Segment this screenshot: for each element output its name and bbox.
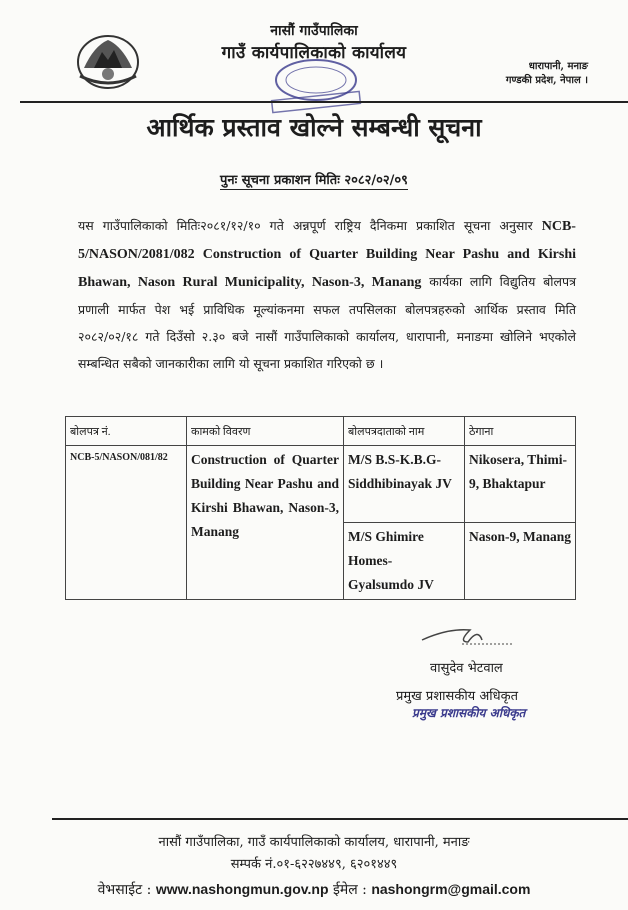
cell-bid-no: NCB-5/NASON/081/82 — [66, 446, 187, 600]
notice-title: आर्थिक प्रस्ताव खोल्ने सम्बन्धी सूचना — [146, 113, 482, 142]
municipality-name: नासौं गाउँपालिका — [270, 23, 358, 39]
footer-contact: सम्पर्क नं.०१-६२२७४४९, ६२०१४४९ — [230, 857, 398, 872]
notice-body — [78, 212, 576, 377]
cell-address-1: Nikosera, Thimi-9, Bhaktapur — [465, 446, 576, 523]
header-bid-no: बोलपत्र नं. — [66, 417, 187, 446]
table-row — [66, 446, 576, 523]
bidder-1-name: M/S B.S-K.B.G- Siddhibinayak JV — [348, 452, 452, 491]
office-address — [506, 60, 588, 88]
signature-mark — [418, 620, 518, 648]
header-divider — [20, 101, 628, 103]
cell-bidder-1 — [344, 446, 465, 523]
header-bidder: बोलपत्रदाताको नाम — [344, 417, 465, 446]
footer-web-email — [0, 880, 628, 899]
table-header-row — [66, 417, 576, 446]
bid-table — [65, 416, 576, 600]
address-line-1: धारापानी, मनाङ — [528, 61, 588, 72]
body-rest: कार्यका लागि विद्युतिय बोलपत्र प्रणाली मार्फत पेश भई प्राविधिक मूल्यांकनमा सफल तपसिलका बोलपत्रहरुको आर्थिक प्रस्ताव मिति २०८२/०२/१८ गते दिउँसो २.३० बजे नासौं गाउँपालिकाको कार्यालय, धारापानी, मनाङमा खोलिने भएकोले सम्बन्धित सबैको जानकारीका लागि यो सूचना प्रकाशित गरिएको छ । — [78, 274, 576, 371]
signer-title: प्रमुख प्रशासकीय अधिकृत — [396, 689, 519, 704]
cell-work: Construction of Quarter Building Near Pashu and Kirshi Bhawan, Nason-3, Manang — [187, 446, 344, 600]
bidder-2-name: M/S Ghimire Homes- Gyalsumdo JV — [348, 529, 434, 592]
website-label: वेभसाईट : — [97, 882, 152, 898]
footer-office: नासौं गाउँपालिका, गाउँ कार्यपालिकाको कार्यालय, धारापानी, मनाङ — [158, 835, 470, 850]
office-stamp — [264, 56, 368, 114]
header-address: ठेगाना — [465, 417, 576, 446]
address-line-2: गण्डकी प्रदेश, नेपाल । — [505, 75, 588, 86]
cell-bidder-2 — [344, 523, 465, 600]
republication-date — [0, 170, 628, 188]
office-name: गाउँ कार्यपालिकाको कार्यालय — [221, 43, 407, 63]
republication-date-text: पुनः सूचना प्रकाशन मितिः २०८२/०२/०९ — [220, 173, 408, 188]
body-intro: यस गाउँपालिकाको मितिः२०८१/१२/१० गते अन्नपूर्ण राष्ट्रिय दैनिकमा प्रकाशित सूचना अनुसार — [78, 218, 533, 233]
header-work: कामको विवरण — [187, 417, 344, 446]
signer-title-stamp: प्रमुख प्रशासकीय अधिकृत — [412, 706, 526, 720]
email-label: ईमेल : — [332, 882, 367, 898]
signer-name: वासुदेव भेटवाल — [430, 661, 503, 676]
website-link[interactable]: www.nashongmun.gov.np — [155, 881, 329, 897]
body-project: NCB-5/NASON/2081/082 Construction of Quarter Building Near Pashu and Kirshi Bhawan, Nason Rural Municipality, Nason-3, Manang — [78, 219, 576, 290]
email-link[interactable]: nashongrm@gmail.com — [371, 881, 531, 897]
cell-address-2: Nason-9, Manang — [465, 523, 576, 600]
footer-divider — [52, 818, 628, 820]
